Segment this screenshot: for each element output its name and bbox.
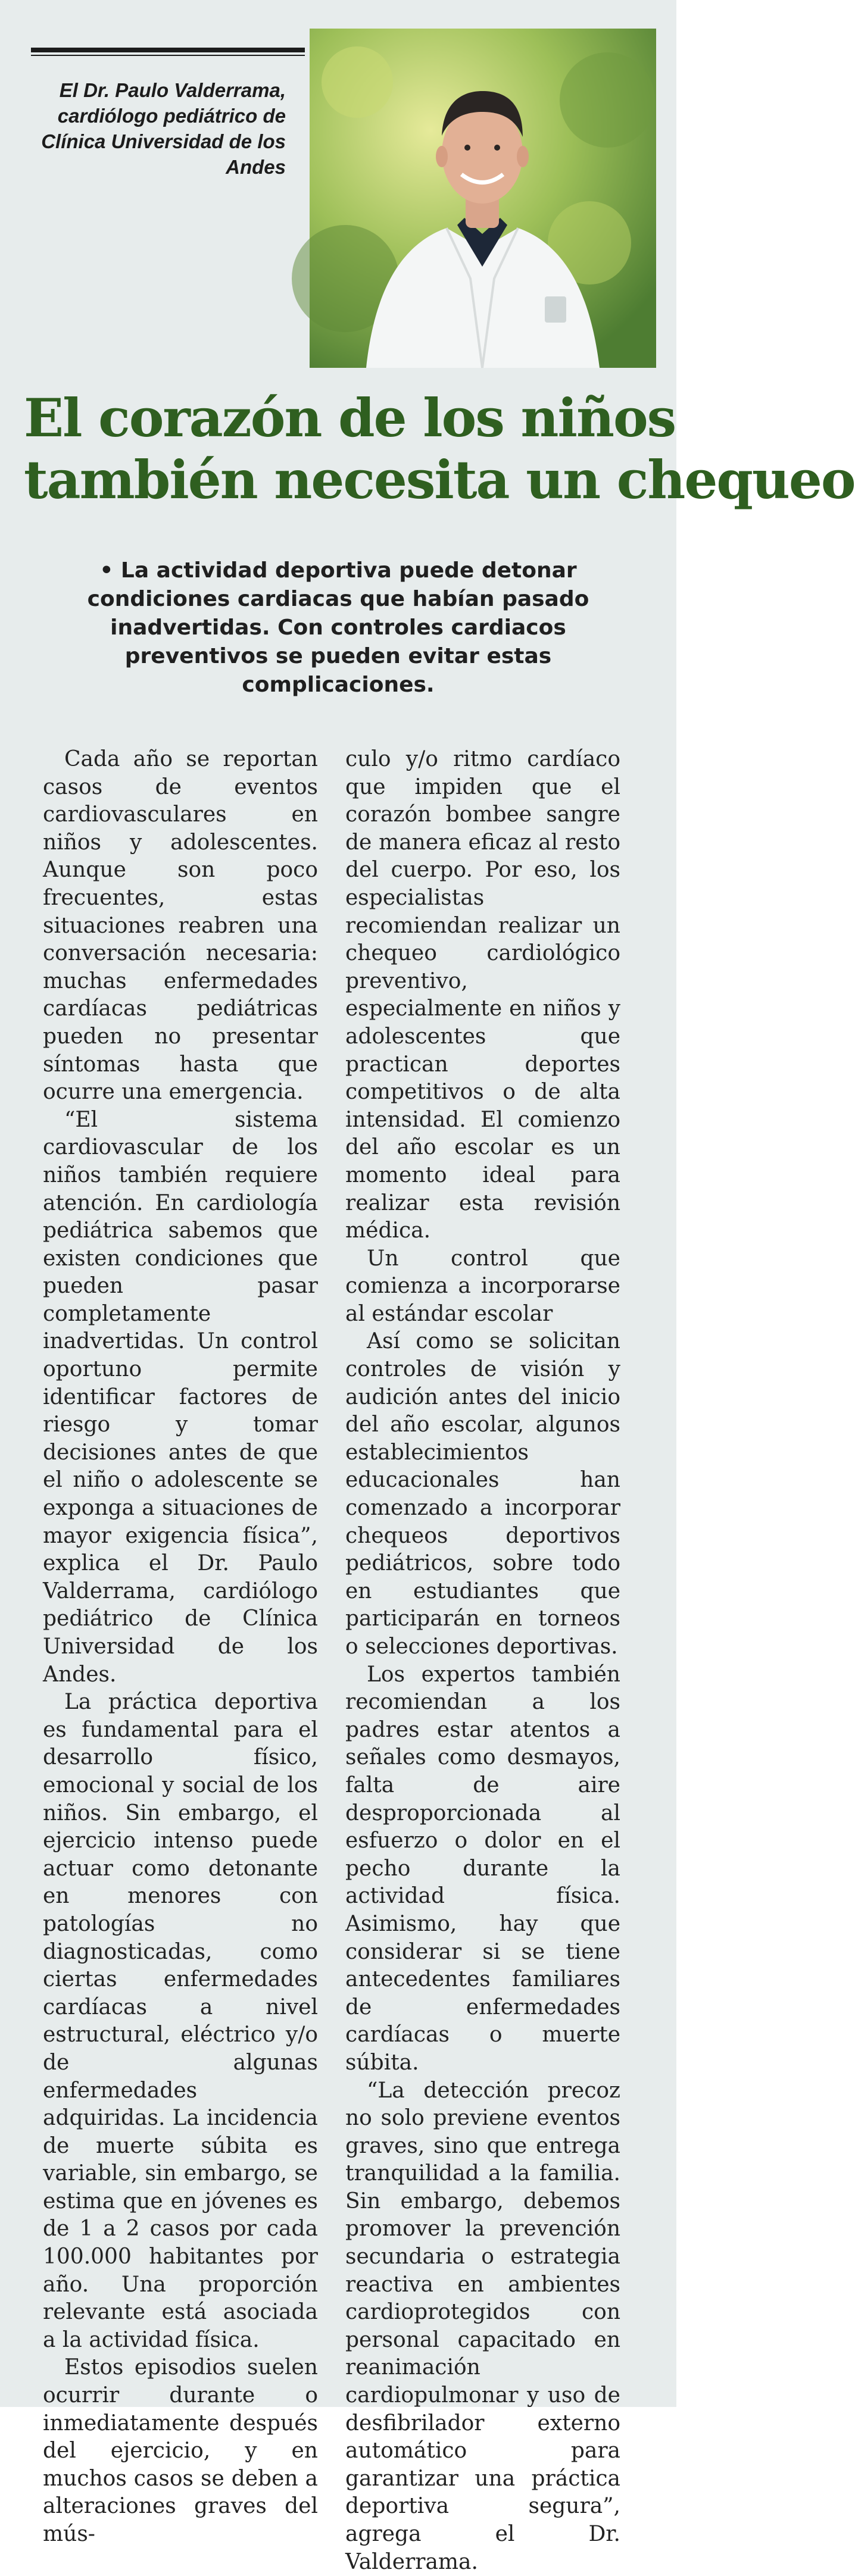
paragraph: Así como se solicitan controles de visión y audición antes del inicio del año escolar, algunos establecimientos educacionales han comenzado a incorporar chequeos deportivos pediátricos, sobre todo en estudiantes que participarán en torneos o selecciones deportivas.: [345, 1328, 620, 1661]
article-column-right: [345, 746, 620, 2576]
doctor-photo: [310, 29, 656, 368]
doctor-portrait-image: [310, 29, 656, 368]
paragraph-continuation: culo y/o ritmo cardíaco que impiden que el corazón bombee sangre de manera eficaz al resto del cuerpo. Por eso, los especialistas recomiendan realizar un chequeo cardiológico preventivo, especialmente en niños y adolescentes que practican deportes competitivos o de alta intensidad. El comienzo del año escolar es un momento ideal para realizar esta revisión médica.: [345, 746, 620, 1245]
paragraph: Cada año se reportan casos de eventos cardiovasculares en niños y adolescentes. Aunque son poco frecuentes, estas situaciones reabren una conversación necesaria: muchas enfermedades cardíacas pediátricas pueden no presentar síntomas hasta que ocurre una emergencia.: [43, 746, 318, 1106]
paragraph: Los expertos también recomiendan a los padres estar atentos a señales como desmayos, falta de aire desproporcionada al esfuerzo o dolor en el pecho durante la actividad física. Asimismo, hay que considerar si se tiene antecedentes familiares de enfermedades cardíacas o muerte súbita.: [345, 1661, 620, 2077]
subheading: Un control que comienza a incorporarse al estándar escolar: [345, 1245, 620, 1328]
headline-line-2: también necesita un chequeo: [24, 449, 653, 511]
paragraph: Estos episodios suelen ocurrir durante o inmediatamente después del ejercicio, y en muchos casos se deben a alteraciones graves del mús-: [43, 2354, 318, 2548]
lead-summary: • La actividad deportiva puede detonar condiciones cardiacas que habían pasado inadvertidas. Con controles cardiacos preventivos se pueden evitar estas complicaciones.: [42, 557, 635, 699]
paragraph: “La detección precoz no solo previene eventos graves, sino que entrega tranquilidad a la familia. Sin embargo, debemos promover la prevención secundaria o estrategia reactiva en ambientes cardioprotegidos con personal capacitado en reanimación cardiopulmonar y uso de desfibrilador externo automático para garantizar una práctica deportiva segura”, agrega el Dr. Valderrama.: [345, 2077, 620, 2576]
headline: [24, 387, 653, 511]
photo-caption: El Dr. Paulo Valderrama, cardiólogo pediátrico de Clínica Universidad de los Andes: [36, 77, 286, 180]
paragraph: “El sistema cardiovascular de los niños también requiere atención. En cardiología pediátrica sabemos que existen condiciones que pueden pasar completamente inadvertidas. Un control oportuno permite identificar factores de riesgo y tomar decisiones antes de que el niño o adolescente se exponga a situaciones de mayor exigencia física”, explica el Dr. Paulo Valderrama, cardiólogo pediátrico de Clínica Universidad de los Andes.: [43, 1106, 318, 1689]
caption-rule: [31, 48, 305, 56]
article-column-left: [43, 746, 318, 2549]
headline-line-1: El corazón de los niños: [24, 387, 653, 449]
paragraph: La práctica deportiva es fundamental para el desarrollo físico, emocional y social de los niños. Sin embargo, el ejercicio intenso puede actuar como detonante en menores con patologías no diagnosticadas, como ciertas enfermedades cardíacas a nivel estructural, eléctrico y/o de algunas enfermedades adquiridas. La incidencia de muerte súbita es variable, sin embargo, se estima que en jóvenes es de 1 a 2 casos por cada 100.000 habitantes por año. Una proporción relevante está asociada a la actividad física.: [43, 1689, 318, 2354]
